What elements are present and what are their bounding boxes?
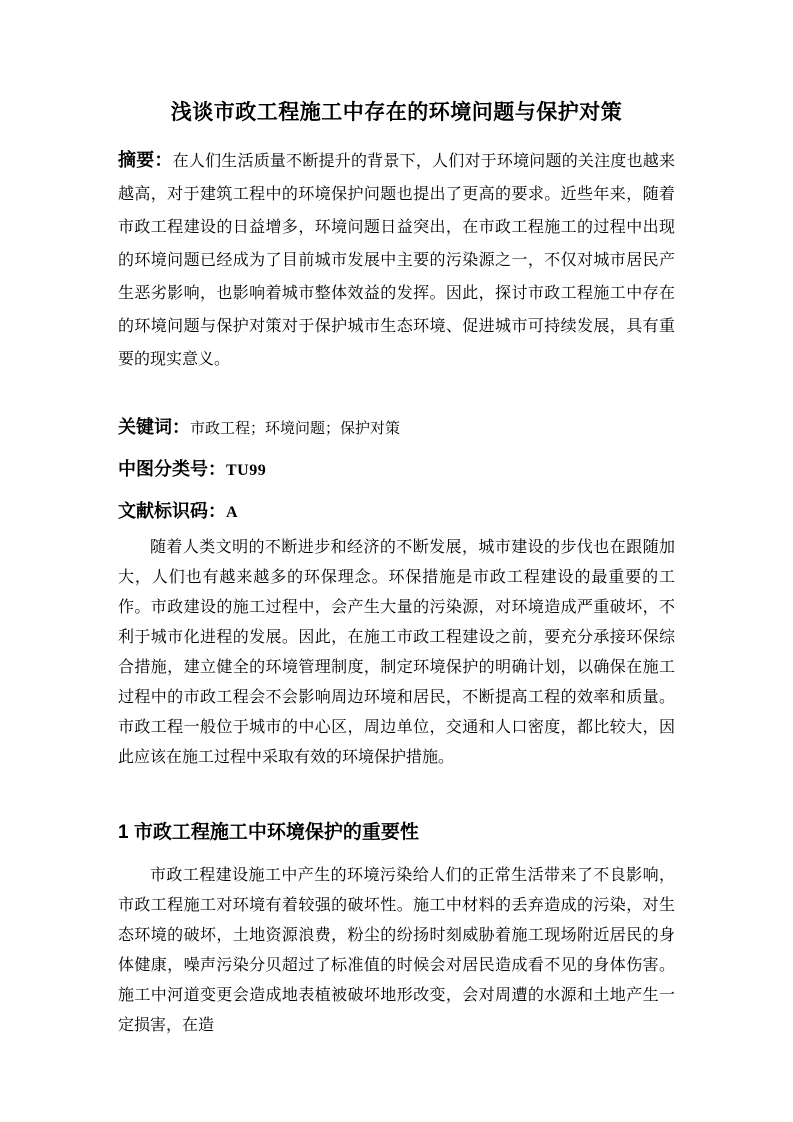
keywords-text: 市政工程；环境问题；保护对策 — [190, 421, 401, 437]
keywords-line — [118, 407, 675, 449]
clc-line — [118, 449, 675, 491]
abstract-label: 摘要： — [118, 150, 173, 170]
abstract-text: 在人们生活质量不断提升的背景下，人们对于环境问题的关注度也越来越高，对于建筑工程中的环境保护问题也提出了更高的要求。近些年来，随着市政工程建设的日益增多，环境问题日益突出，在市政工程施工的过程中出现的环境问题已经成为了目前城市发展中主要的污染源之一，不仅对城市居民产生恶劣影响，也影响着城市整体效益的发挥。因此，探讨市政工程施工中存在的环境问题与保护对策对于保护城市生态环境、促进城市可持续发展，具有重要的现实意义。 — [118, 153, 675, 368]
clc-label: 中图分类号： — [118, 459, 226, 479]
metadata-block — [118, 407, 675, 533]
keywords-label: 关键词： — [118, 417, 190, 437]
doc-code-line — [118, 491, 675, 533]
paper-title: 浅谈市政工程施工中存在的环境问题与保护对策 — [170, 101, 623, 124]
section-1-heading: 1 市政工程施工中环境保护的重要性 — [118, 822, 419, 843]
intro-paragraph: 随着人类文明的不断进步和经济的不断发展，城市建设的步伐也在跟随加大，人们也有越来越多的环保理念。环保措施是市政工程建设的最重要的工作。市政建设的施工过程中，会产生大量的污染源，对环境造成严重破坏，不利于城市化进程的发展。因此，在施工市政工程建设之前，要充分承接环保综合措施，建立健全的环境管理制度，制定环境保护的明确计划，以确保在施工过程中的市政工程会不会影响周边环境和居民，不断提高工程的效率和质量。市政工程一般位于城市的中心区，周边单位，交通和人口密度，都比较大，因此应该在施工过程中采取有效的环境保护措施。 — [118, 539, 675, 766]
clc-value: TU99 — [226, 462, 267, 479]
abstract-paragraph — [118, 144, 675, 376]
section-1-paragraph: 市政工程建设施工中产生的环境污染给人们的正常生活带来了不良影响，市政工程施工对环境有着较强的破坏性。施工中材料的丢弃造成的污染，对生态环境的破坏，土地资源浪费，粉尘的纷扬时刻威胁着施工现场附近居民的身体健康，噪声污染分贝超过了标准值的时候会对居民造成看不见的身体伤害。施工中河道变更会造成地表植被破坏地形改变，会对周遭的水源和土地产生一定损害，在造 — [118, 867, 675, 1034]
doc-code-label: 文献标识码： — [118, 501, 226, 521]
doc-code-value: A — [226, 504, 239, 521]
